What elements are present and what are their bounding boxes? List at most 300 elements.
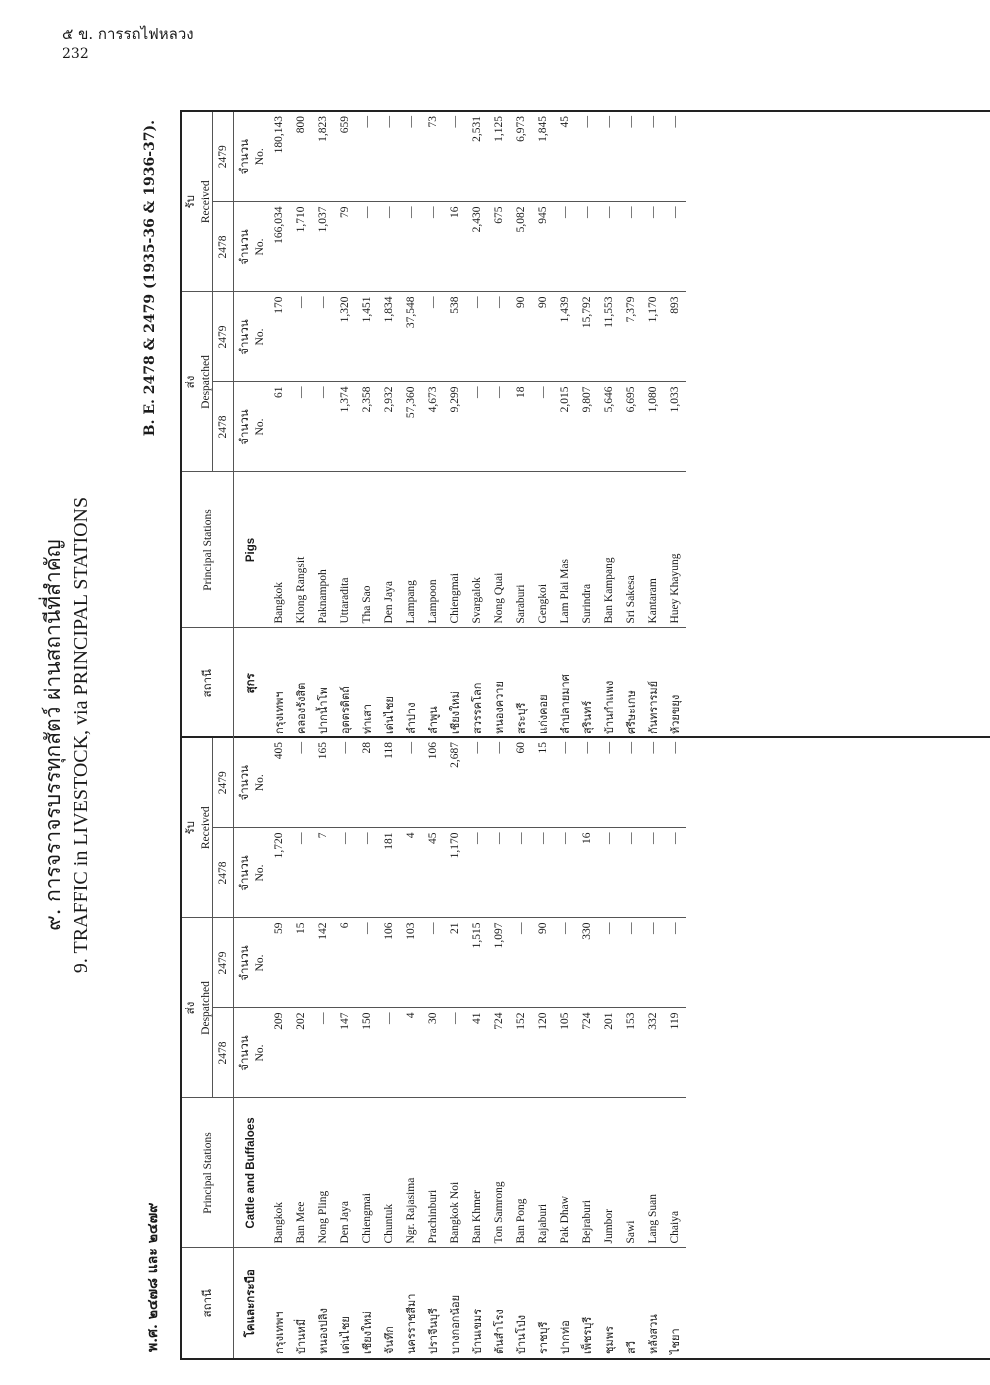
station-english-cell: Den Jaya — [334, 1098, 356, 1248]
pigs-table-section — [182, 112, 990, 738]
received-2478-cell: — — [598, 202, 620, 292]
despatched-2478-cell: 18 — [510, 382, 532, 472]
table-row — [510, 738, 532, 1358]
station-english-cell: Huey Khayung — [664, 472, 686, 628]
despatched-2478-cell: 4 — [400, 1008, 422, 1098]
station-thai-cell: ชุมพร — [603, 1326, 616, 1354]
despatched-2479-cell: 15 — [290, 918, 312, 1008]
station-english-cell: Paknampoh — [312, 472, 334, 628]
station-english-cell: Lampang — [400, 472, 422, 628]
despatched-2479-cell: 90 — [532, 292, 554, 382]
station-english-cell: Surindra — [576, 472, 598, 628]
despatched-2478-cell: 147 — [334, 1008, 356, 1098]
received-2479-cell: 2,531 — [466, 112, 488, 202]
table-row — [290, 112, 312, 738]
despatched-2479-cell: — — [422, 918, 444, 1008]
despatched-2479-cell: 1,097 — [488, 918, 510, 1008]
despatched-2478-cell: 201 — [598, 1008, 620, 1098]
station-thai-cell: เด่นไชย — [339, 1316, 352, 1354]
received-2478-cell: — — [642, 202, 664, 292]
received-2479-cell: 118 — [378, 738, 400, 828]
station-thai-cell: กันทรารมย์ — [647, 680, 660, 734]
received-2478-cell: 675 — [488, 202, 510, 292]
despatched-2479-cell: 893 — [664, 292, 686, 382]
station-english-cell: Kantaram — [642, 472, 664, 628]
station-english-cell: Nong Quai — [488, 472, 510, 628]
received-2479-cell: 180,143 — [268, 112, 290, 202]
received-2478-cell: 1,710 — [290, 202, 312, 292]
table-row — [532, 738, 554, 1358]
despatched-2478-cell: — — [488, 382, 510, 472]
received-2478-cell: — — [664, 828, 686, 918]
received-2478-cell: — — [554, 202, 576, 292]
station-english-cell: Chuntuk — [378, 1098, 400, 1248]
station-thai-cell: บ้านกำแพง — [603, 680, 616, 734]
station-thai-cell: สวรรคโลก — [471, 682, 484, 734]
station-english-cell: Prachinburi — [422, 1098, 444, 1248]
table-row — [422, 112, 444, 738]
received-2479-cell: — — [400, 738, 422, 828]
despatched-2478-cell: — — [312, 382, 334, 472]
received-2478-cell: — — [620, 202, 642, 292]
table-row — [378, 738, 400, 1358]
despatched-2478-cell: 153 — [620, 1008, 642, 1098]
station-thai-header: สถานี — [182, 628, 234, 738]
received-2479-cell: — — [576, 112, 598, 202]
station-thai-cell: ปากท่อ — [559, 1320, 572, 1354]
despatched-2479-cell: 1,170 — [642, 292, 664, 382]
category-english: Pigs — [234, 472, 269, 628]
year-header: 2478 — [213, 202, 234, 292]
despatched-2479-cell: 90 — [532, 918, 554, 1008]
despatched-thai: ส่ง — [185, 375, 197, 389]
despatched-2478-cell: — — [532, 382, 554, 472]
despatched-2478-cell: 2,015 — [554, 382, 576, 472]
received-2479-cell: 106 — [422, 738, 444, 828]
table-row — [356, 112, 378, 738]
despatched-2478-cell: 209 — [268, 1008, 290, 1098]
despatched-2478-cell: — — [290, 382, 312, 472]
received-2479-cell: — — [664, 112, 686, 202]
despatched-2478-cell: 1,374 — [334, 382, 356, 472]
station-english-header: Principal Stations — [182, 472, 234, 628]
station-thai-cell: กรุงเทพฯ — [273, 691, 286, 734]
station-english-cell: Lang Suan — [642, 1098, 664, 1248]
station-thai-header: สถานี — [182, 1248, 234, 1358]
year-header: 2479 — [213, 292, 234, 382]
table-row — [312, 112, 334, 738]
station-english-cell: Ton Samrong — [488, 1098, 510, 1248]
received-2479-cell: 659 — [334, 112, 356, 202]
received-2479-cell: 73 — [422, 112, 444, 202]
received-2478-cell: 16 — [576, 828, 598, 918]
despatched-2478-cell: 5,646 — [598, 382, 620, 472]
station-english-cell: Lampoon — [422, 472, 444, 628]
received-2478-cell: — — [664, 202, 686, 292]
despatched-2478-cell: 30 — [422, 1008, 444, 1098]
station-thai-cell: บ้านหมี่ — [295, 1318, 308, 1354]
no-header: จำนวน No. — [234, 382, 269, 472]
station-thai-cell: ต้นสำโรง — [493, 1309, 506, 1354]
station-english-cell: Pak Dhaw — [554, 1098, 576, 1248]
despatched-2478-cell: 2,932 — [378, 382, 400, 472]
station-english-cell: Saraburi — [510, 472, 532, 628]
despatched-2478-cell: — — [312, 1008, 334, 1098]
table-row — [268, 112, 290, 738]
received-2479-cell: — — [598, 738, 620, 828]
station-english-cell: Ban Pong — [510, 1098, 532, 1248]
table-row — [598, 112, 620, 738]
received-2479-cell: — — [620, 738, 642, 828]
received-english: Received — [200, 180, 212, 224]
received-2478-cell: 7 — [312, 828, 334, 918]
received-2478-cell: — — [334, 828, 356, 918]
received-2479-cell: — — [466, 738, 488, 828]
received-2479-cell: — — [334, 738, 356, 828]
despatched-thai: ส่ง — [185, 1001, 197, 1015]
table-row — [554, 738, 576, 1358]
table-row — [334, 112, 356, 738]
received-english: Received — [200, 806, 212, 850]
station-english-cell: Gengkoi — [532, 472, 554, 628]
despatched-2478-cell: 61 — [268, 382, 290, 472]
table-row — [334, 738, 356, 1358]
despatched-2478-cell: — — [378, 1008, 400, 1098]
category-english: Cattle and Buffaloes — [234, 1098, 269, 1248]
table-row — [510, 112, 532, 738]
no-header: จำนวน No. — [234, 292, 269, 382]
table-row — [664, 738, 686, 1358]
received-2478-cell: — — [356, 202, 378, 292]
station-thai-cell: ไชยา — [669, 1328, 682, 1354]
despatched-2478-cell: 57,360 — [400, 382, 422, 472]
station-thai-cell: ราชบุรี — [537, 1321, 550, 1354]
table-row — [400, 738, 422, 1358]
received-2479-cell: — — [378, 112, 400, 202]
no-header: จำนวน No. — [234, 918, 269, 1008]
cattle-table-section — [182, 736, 990, 1358]
station-thai-cell: สระบุรี — [515, 702, 528, 734]
despatched-2479-cell: 1,515 — [466, 918, 488, 1008]
despatched-2479-cell: — — [664, 918, 686, 1008]
despatched-2479-cell: 170 — [268, 292, 290, 382]
received-2478-cell: — — [576, 202, 598, 292]
station-english-cell: Klong Rangsit — [290, 472, 312, 628]
station-english-cell: Ban Mee — [290, 1098, 312, 1248]
received-2478-cell: 181 — [378, 828, 400, 918]
received-2478-cell: 1,720 — [268, 828, 290, 918]
table-row — [576, 112, 598, 738]
received-2479-cell: 15 — [532, 738, 554, 828]
station-english-cell: Bangkok — [268, 472, 290, 628]
despatched-2479-cell: 106 — [378, 918, 400, 1008]
received-2478-cell: — — [422, 202, 444, 292]
despatched-2478-cell: 9,299 — [444, 382, 466, 472]
despatched-2479-cell: 538 — [444, 292, 466, 382]
despatched-2478-cell: 4,673 — [422, 382, 444, 472]
station-thai-cell: ลำพูน — [427, 706, 440, 734]
despatched-2479-cell: — — [356, 918, 378, 1008]
received-2479-cell: 800 — [290, 112, 312, 202]
received-2478-cell: 945 — [532, 202, 554, 292]
station-thai-cell: หนองปลิง — [317, 1308, 330, 1354]
despatched-2478-cell: 6,695 — [620, 382, 642, 472]
table-row — [488, 112, 510, 738]
table-row — [576, 738, 598, 1358]
despatched-2478-cell: 1,080 — [642, 382, 664, 472]
table-row — [642, 112, 664, 738]
station-english-cell: Den Jaya — [378, 472, 400, 628]
station-english-cell: Ban Kampang — [598, 472, 620, 628]
received-2478-cell: 4 — [400, 828, 422, 918]
received-2478-cell: — — [400, 202, 422, 292]
table-row — [268, 738, 290, 1358]
received-2479-cell: 405 — [268, 738, 290, 828]
despatched-2479-cell: 103 — [400, 918, 422, 1008]
station-thai-cell: ปากน้ำโพ — [317, 687, 330, 734]
despatched-2479-cell: 90 — [510, 292, 532, 382]
received-2479-cell: — — [554, 738, 576, 828]
station-thai-cell: สวี — [625, 1341, 638, 1354]
station-english-cell: Tha Sao — [356, 472, 378, 628]
received-2478-cell: 166,034 — [268, 202, 290, 292]
received-header — [182, 112, 213, 292]
received-2478-cell: — — [290, 828, 312, 918]
table-row — [620, 738, 642, 1358]
station-english-cell: Ngr. Rajasima — [400, 1098, 422, 1248]
despatched-2479-cell: 6 — [334, 918, 356, 1008]
station-thai-cell: ห้วยขยุง — [669, 694, 682, 734]
year-header: 2479 — [213, 112, 234, 202]
despatched-2479-cell: — — [642, 918, 664, 1008]
despatched-2478-cell: 150 — [356, 1008, 378, 1098]
received-2478-cell: — — [554, 828, 576, 918]
despatched-2478-cell: 724 — [488, 1008, 510, 1098]
received-2478-cell: — — [488, 828, 510, 918]
page-number: 232 — [62, 46, 89, 62]
period-thai: พ.ศ. ๒๔๗๘ และ ๒๔๗๙ — [145, 1202, 161, 1352]
despatched-2478-cell: 2,358 — [356, 382, 378, 472]
received-2479-cell: — — [620, 112, 642, 202]
station-thai-cell: ลำปลายมาศ — [559, 674, 572, 734]
despatched-english: Despatched — [200, 981, 212, 1035]
station-english-cell: Chiengmai — [356, 1098, 378, 1248]
received-2479-cell: — — [664, 738, 686, 828]
despatched-2478-cell: 724 — [576, 1008, 598, 1098]
received-2479-cell: — — [576, 738, 598, 828]
title-english: 9. TRAFFIC in LIVESTOCK, via PRINCIPAL STATIONS — [70, 496, 92, 974]
station-thai-cell: ลำปาง — [405, 702, 418, 734]
station-thai-cell: สุรินทร์ — [581, 700, 594, 734]
despatched-2478-cell: 332 — [642, 1008, 664, 1098]
category-thai: โคและกระบือ — [243, 1269, 257, 1338]
despatched-2479-cell: 330 — [576, 918, 598, 1008]
despatched-2479-cell: — — [488, 292, 510, 382]
received-2478-cell: — — [378, 202, 400, 292]
received-2478-cell: — — [466, 828, 488, 918]
despatched-2479-cell: — — [554, 918, 576, 1008]
despatched-2478-cell: 120 — [532, 1008, 554, 1098]
despatched-2478-cell: 202 — [290, 1008, 312, 1098]
despatched-2479-cell: 21 — [444, 918, 466, 1008]
station-thai-cell: คลองรังสิต — [295, 682, 308, 734]
year-header: 2478 — [213, 828, 234, 918]
received-2478-cell: 1,037 — [312, 202, 334, 292]
received-thai: รับ — [185, 821, 197, 835]
pigs-table — [182, 112, 686, 738]
table-row — [422, 738, 444, 1358]
despatched-2478-cell: 152 — [510, 1008, 532, 1098]
received-2478-cell: — — [510, 828, 532, 918]
despatched-2478-cell: 9,807 — [576, 382, 598, 472]
received-2479-cell: 1,845 — [532, 112, 554, 202]
title-thai: ๙. การจราจรบรรทุกสัตว์ ผ่านสถานีที่สำคัญ — [41, 539, 65, 931]
received-2479-cell: — — [400, 112, 422, 202]
station-thai-cell: เพ็ชรบุรี — [581, 1316, 594, 1354]
received-2479-cell: — — [290, 738, 312, 828]
received-2478-cell: 45 — [422, 828, 444, 918]
despatched-2478-cell: — — [466, 382, 488, 472]
station-thai-cell: ศรีษะเกษ — [625, 690, 638, 734]
received-2478-cell: 16 — [444, 202, 466, 292]
despatched-2479-cell: — — [620, 918, 642, 1008]
station-english-cell: Uttaradita — [334, 472, 356, 628]
station-thai-cell: แก่งคอย — [537, 694, 550, 734]
station-english-cell: Ban Khmer — [466, 1098, 488, 1248]
received-2478-cell: — — [642, 828, 664, 918]
despatched-2478-cell: 1,033 — [664, 382, 686, 472]
table-row — [444, 738, 466, 1358]
despatched-2479-cell: — — [312, 292, 334, 382]
year-header: 2478 — [213, 382, 234, 472]
despatched-2478-cell: 41 — [466, 1008, 488, 1098]
received-2479-cell: 1,125 — [488, 112, 510, 202]
station-english-cell: Bangkok — [268, 1098, 290, 1248]
station-english-cell: Rajaburi — [532, 1098, 554, 1248]
received-2479-cell: 165 — [312, 738, 334, 828]
despatched-2479-cell: 142 — [312, 918, 334, 1008]
station-english-cell: Bangkok Noi — [444, 1098, 466, 1248]
livestock-table-frame — [180, 110, 990, 1360]
received-2479-cell: 45 — [554, 112, 576, 202]
received-2478-cell: — — [356, 828, 378, 918]
station-english-cell: Sri Sakesa — [620, 472, 642, 628]
despatched-2479-cell: 1,320 — [334, 292, 356, 382]
cattle-table — [182, 738, 686, 1358]
station-thai-cell: กรุงเทพฯ — [273, 1311, 286, 1354]
station-english-cell: Nong Pling — [312, 1098, 334, 1248]
table-row — [356, 738, 378, 1358]
received-2479-cell: — — [598, 112, 620, 202]
no-header: จำนวน No. — [234, 1008, 269, 1098]
received-2478-cell: — — [598, 828, 620, 918]
station-thai-cell: นครราชสีมา — [405, 1293, 418, 1354]
station-thai-cell: หลังสวน — [647, 1314, 660, 1354]
received-2479-cell: 60 — [510, 738, 532, 828]
despatched-header — [182, 918, 213, 1098]
table-row — [312, 738, 334, 1358]
despatched-2479-cell: 7,379 — [620, 292, 642, 382]
received-2478-cell: 2,430 — [466, 202, 488, 292]
station-thai-cell: บางกอกน้อย — [449, 1294, 462, 1354]
despatched-2478-cell: — — [444, 1008, 466, 1098]
received-2479-cell: 1,823 — [312, 112, 334, 202]
period-english: B. E. 2478 & 2479 (1935-36 & 1936-37). — [142, 120, 158, 437]
table-row — [378, 112, 400, 738]
received-2479-cell: 6,973 — [510, 112, 532, 202]
despatched-2479-cell: 1,834 — [378, 292, 400, 382]
received-2479-cell: — — [642, 112, 664, 202]
received-thai: รับ — [185, 195, 197, 209]
despatched-2478-cell: 119 — [664, 1008, 686, 1098]
received-2479-cell: — — [444, 112, 466, 202]
station-thai-cell: หนองควาย — [493, 681, 506, 734]
table-row — [532, 112, 554, 738]
station-thai-cell: จันทึก — [383, 1326, 396, 1354]
year-header: 2479 — [213, 918, 234, 1008]
station-thai-cell: เชียงใหม่ — [361, 1311, 374, 1354]
table-row — [290, 738, 312, 1358]
table-row — [466, 112, 488, 738]
station-thai-cell: บ้านโป่ง — [515, 1315, 528, 1354]
table-row — [466, 738, 488, 1358]
received-2479-cell: — — [488, 738, 510, 828]
table-row — [400, 112, 422, 738]
station-english-cell: Lam Plai Mas — [554, 472, 576, 628]
despatched-2479-cell: — — [598, 918, 620, 1008]
station-english-cell: Chiengmai — [444, 472, 466, 628]
received-2479-cell: 28 — [356, 738, 378, 828]
rotated-page-content — [41, 110, 990, 1360]
year-header: 2478 — [213, 1008, 234, 1098]
station-thai-cell: เชียงใหม่ — [449, 691, 462, 734]
received-2478-cell: 5,082 — [510, 202, 532, 292]
despatched-2479-cell: — — [290, 292, 312, 382]
received-2478-cell: — — [620, 828, 642, 918]
no-header: จำนวน No. — [234, 202, 269, 292]
despatched-2479-cell: 11,553 — [598, 292, 620, 382]
category-thai: สุกร — [243, 673, 257, 694]
station-english-header: Principal Stations — [182, 1098, 234, 1248]
received-2478-cell: 79 — [334, 202, 356, 292]
despatched-2479-cell: 15,792 — [576, 292, 598, 382]
received-2479-cell: 2,687 — [444, 738, 466, 828]
despatched-2479-cell: 1,451 — [356, 292, 378, 382]
station-thai-cell: ปราจีนบุรี — [427, 1308, 440, 1354]
despatched-2479-cell: 37,548 — [400, 292, 422, 382]
table-row — [642, 738, 664, 1358]
despatched-english: Despatched — [200, 355, 212, 409]
received-header — [182, 738, 213, 918]
station-english-cell: Bejraburi — [576, 1098, 598, 1248]
station-english-cell: Jumbor — [598, 1098, 620, 1248]
station-thai-cell: เด่นไชย — [383, 696, 396, 734]
received-2479-cell: — — [356, 112, 378, 202]
despatched-header — [182, 292, 213, 472]
table-row — [444, 112, 466, 738]
year-header: 2479 — [213, 738, 234, 828]
despatched-2479-cell: — — [510, 918, 532, 1008]
despatched-2479-cell: 59 — [268, 918, 290, 1008]
period-line — [132, 110, 176, 1360]
station-thai-cell: ท่าเสา — [361, 703, 374, 734]
received-2478-cell: — — [532, 828, 554, 918]
received-2478-cell: 1,170 — [444, 828, 466, 918]
table-row — [488, 738, 510, 1358]
no-header: จำนวน No. — [234, 738, 269, 828]
station-english-cell: Svargalok — [466, 472, 488, 628]
table-row — [554, 112, 576, 738]
